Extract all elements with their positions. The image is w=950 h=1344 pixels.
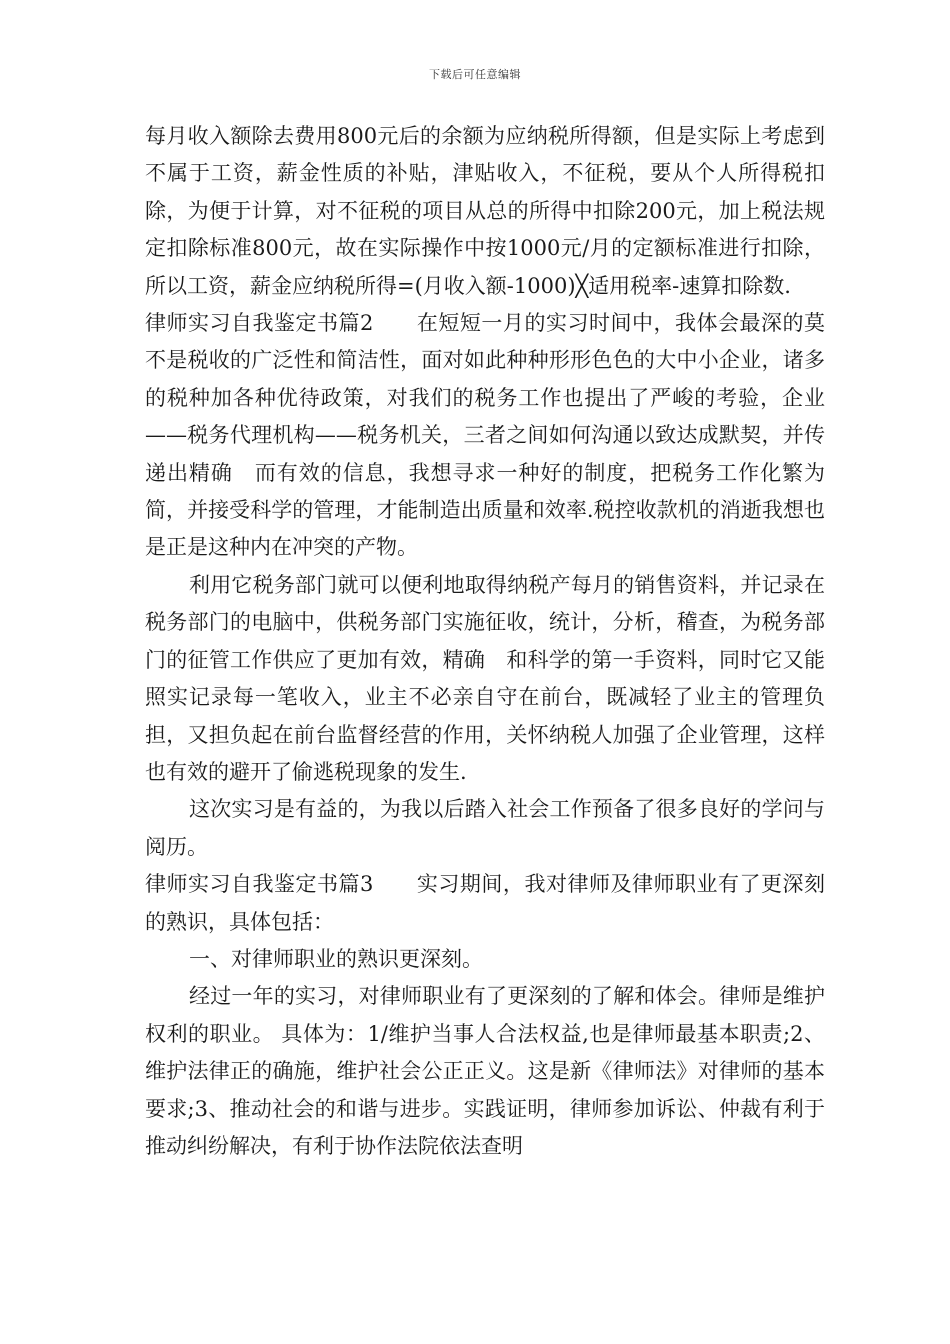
document-body [145, 118, 825, 1165]
paragraph-tax-calculation: 每月收入额除去费用800元后的余额为应纳税所得额，但是实际上考虑到不属于工资，薪金性质的补贴，津贴收入，不征税，要从个人所得税扣除，为便于计算，对不征税的项目从总的所得中扣除200元，加上税法规定扣除标准800元，故在实际操作中按1000元/月的定额标准进行扣除，所以工资，薪金应纳税所得=(月收入额-1000)╳适用税率-速算扣除数. [145, 124, 825, 298]
paragraph-tax-register: 利用它税务部门就可以便利地取得纳税产每月的销售资料，并记录在税务部门的电脑中，供税务部门实施征收，统计，分析，稽查，为税务部门的征管工作供应了更加有效，精确 和科学的第一手资料，同时它又能照实记录每一笔收入，业主不必亲自守在前台，既减轻了业主的管理负担，又担负起在前台监督经营的作用，关怀纳税人加强了企业管理，这样也有效的避开了偷逃税现象的发生. [145, 572, 825, 784]
paragraph-internship-benefit: 这次实习是有益的，为我以后踏入社会工作预备了很多良好的学问与阅历。 [145, 797, 825, 859]
paragraph-lawyer-profession: 经过一年的实习，对律师职业有了更深刻的了解和体会。律师是维护权利的职业。 具体为：1/维护当事人合法权益,也是律师最基本职责;2、维护法律正的确施，维护社会公正正义。这是新《律师法》对律师的基本要求;3、推动社会的和谐与进步。实践证明，律师参加诉讼、仲裁有利于推动纠纷解决，有利于协作法院依法查明 [145, 984, 825, 1158]
paragraph-heading-one: 一、对律师职业的熟识更深刻。 [189, 946, 483, 971]
paragraph-section-2: 律师实习自我鉴定书篇2 在短短一月的实习时间中，我体会最深的莫不是税收的广泛性和简洁性，面对如此种种形形色色的大中小企业，诸多的税种加各种优待政策，对我们的税务工作也提出了严峻的考验，企业——税务代理机构——税务机关，三者之间如何沟通以致达成默契，并传递出精确 而有效的信息，我想寻求一种好的制度，把税务工作化繁为简，并接受科学的管理，才能制造出质量和效率.税控收款机的消逝我想也是正是这种内在冲突的产物。 [145, 311, 825, 560]
paragraph-section-3: 律师实习自我鉴定书篇3 实习期间，我对律师及律师职业有了更深刻的熟识，具体包括： [145, 872, 825, 934]
page-header-note: 下载后可任意编辑 [429, 68, 521, 81]
